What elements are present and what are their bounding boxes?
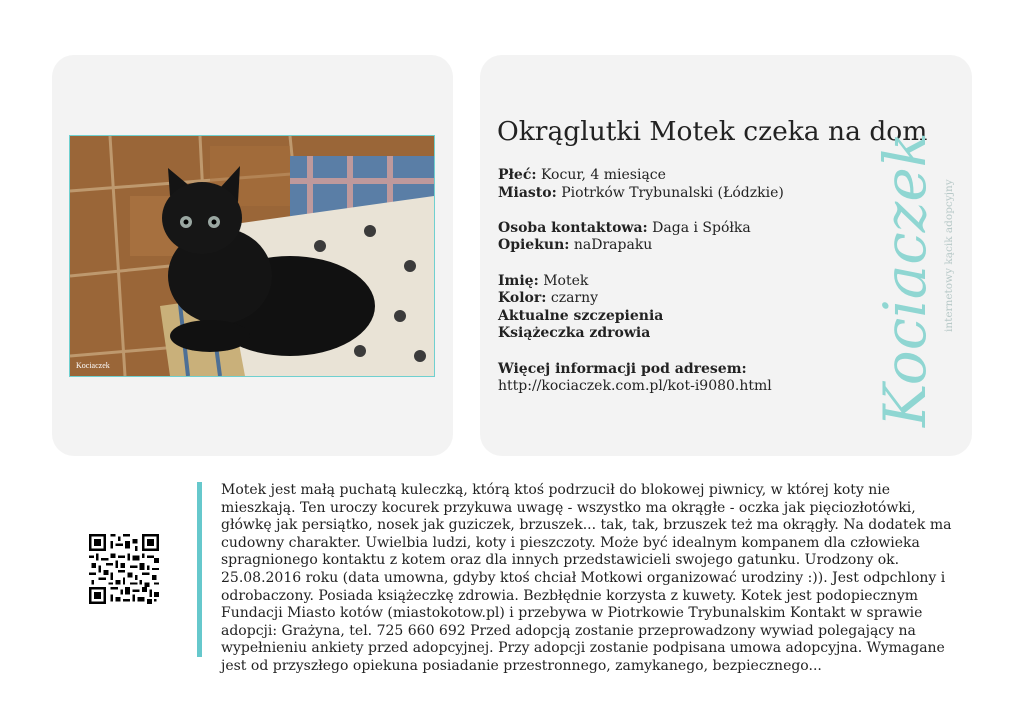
photo-watermark: Kociaczek xyxy=(76,361,110,370)
logo-tagline: internetowy kącik adopcyjny xyxy=(943,179,955,332)
more-info-link[interactable]: http://kociaczek.com.pl/kot-i9080.html xyxy=(498,378,772,395)
contact-label: Osoba kontaktowa: xyxy=(498,219,648,236)
guardian-value: naDrapaku xyxy=(573,237,653,254)
page-title: Okrąglutki Motek czeka na dom xyxy=(497,116,928,147)
contact-value: Daga i Spółka xyxy=(652,219,751,236)
more-info-label: Więcej informacji pod adresem: xyxy=(498,360,747,377)
color-label: Kolor: xyxy=(498,290,547,307)
city-label: Miasto: xyxy=(498,184,557,201)
name-value: Motek xyxy=(543,272,589,289)
pet-details xyxy=(498,167,784,396)
name-label: Imię: xyxy=(498,272,539,289)
sex-value: Kocur, 4 miesiące xyxy=(540,167,666,183)
guardian-label: Opiekun: xyxy=(498,237,570,254)
color-value: czarny xyxy=(550,290,599,307)
accent-bar xyxy=(197,482,202,657)
city-value: Piotrków Trybunalski (Łódzkie) xyxy=(561,184,784,201)
logo-text: Kociaczek xyxy=(871,132,939,427)
health-book-status: Książeczka zdrowia xyxy=(498,325,651,342)
description: Motek jest małą puchatą kuleczką, którą ktoś podrzucił do blokowej piwnicy, w której koty nie mieszkają. Ten uroczy kocurek przykuwa uwagę - wszystko ma okrągłe - oczka jak pięciozłotówki, główkę jak persiątko, nosek jak guziczek, brzuszek... tak, tak, brzuszek też ma okrągły. Na dodatek ma cudowny charakter. Uwielbia ludzi, koty i pieszczoty. Może być idealnym kompanem dla człowieka spragnionego kontaktu z kotem oraz dla innych przedstawicieli swojego gatunku. Urodzony ok. 25.08.2016 roku (data umowna, gdyby ktoś chciał Motkowi organizować urodziny :)). Jest odpchlony i odrobaczony. Posiada książeczkę zdrowia. Bezbłędnie korzysta z kuwety. Kotek jest podopiecznym Fundacji Miasto kotów (miastokotow.pl) i przebywa w Piotrkowie Trybunalskim Kontakt w sprawie adopcji: Grażyna, tel. 725 660 692 Przed adopcją zostanie przeprowadzony wywiad polegający na wypełnieniu ankiety przed adopcyjnej. Przy adopcji zostanie podpisana umowa adopcyjna. Wymagane jest od przyszłego opiekuna posiadanie przestronnego, zamykanego, bezpiecznego... xyxy=(221,482,952,674)
sex-label: Płeć: xyxy=(498,167,537,183)
vaccination-status: Aktualne szczepienia xyxy=(498,307,664,324)
kociaczek-logo xyxy=(840,82,970,442)
qr-code-icon xyxy=(89,534,159,604)
cat-photo xyxy=(69,135,435,377)
